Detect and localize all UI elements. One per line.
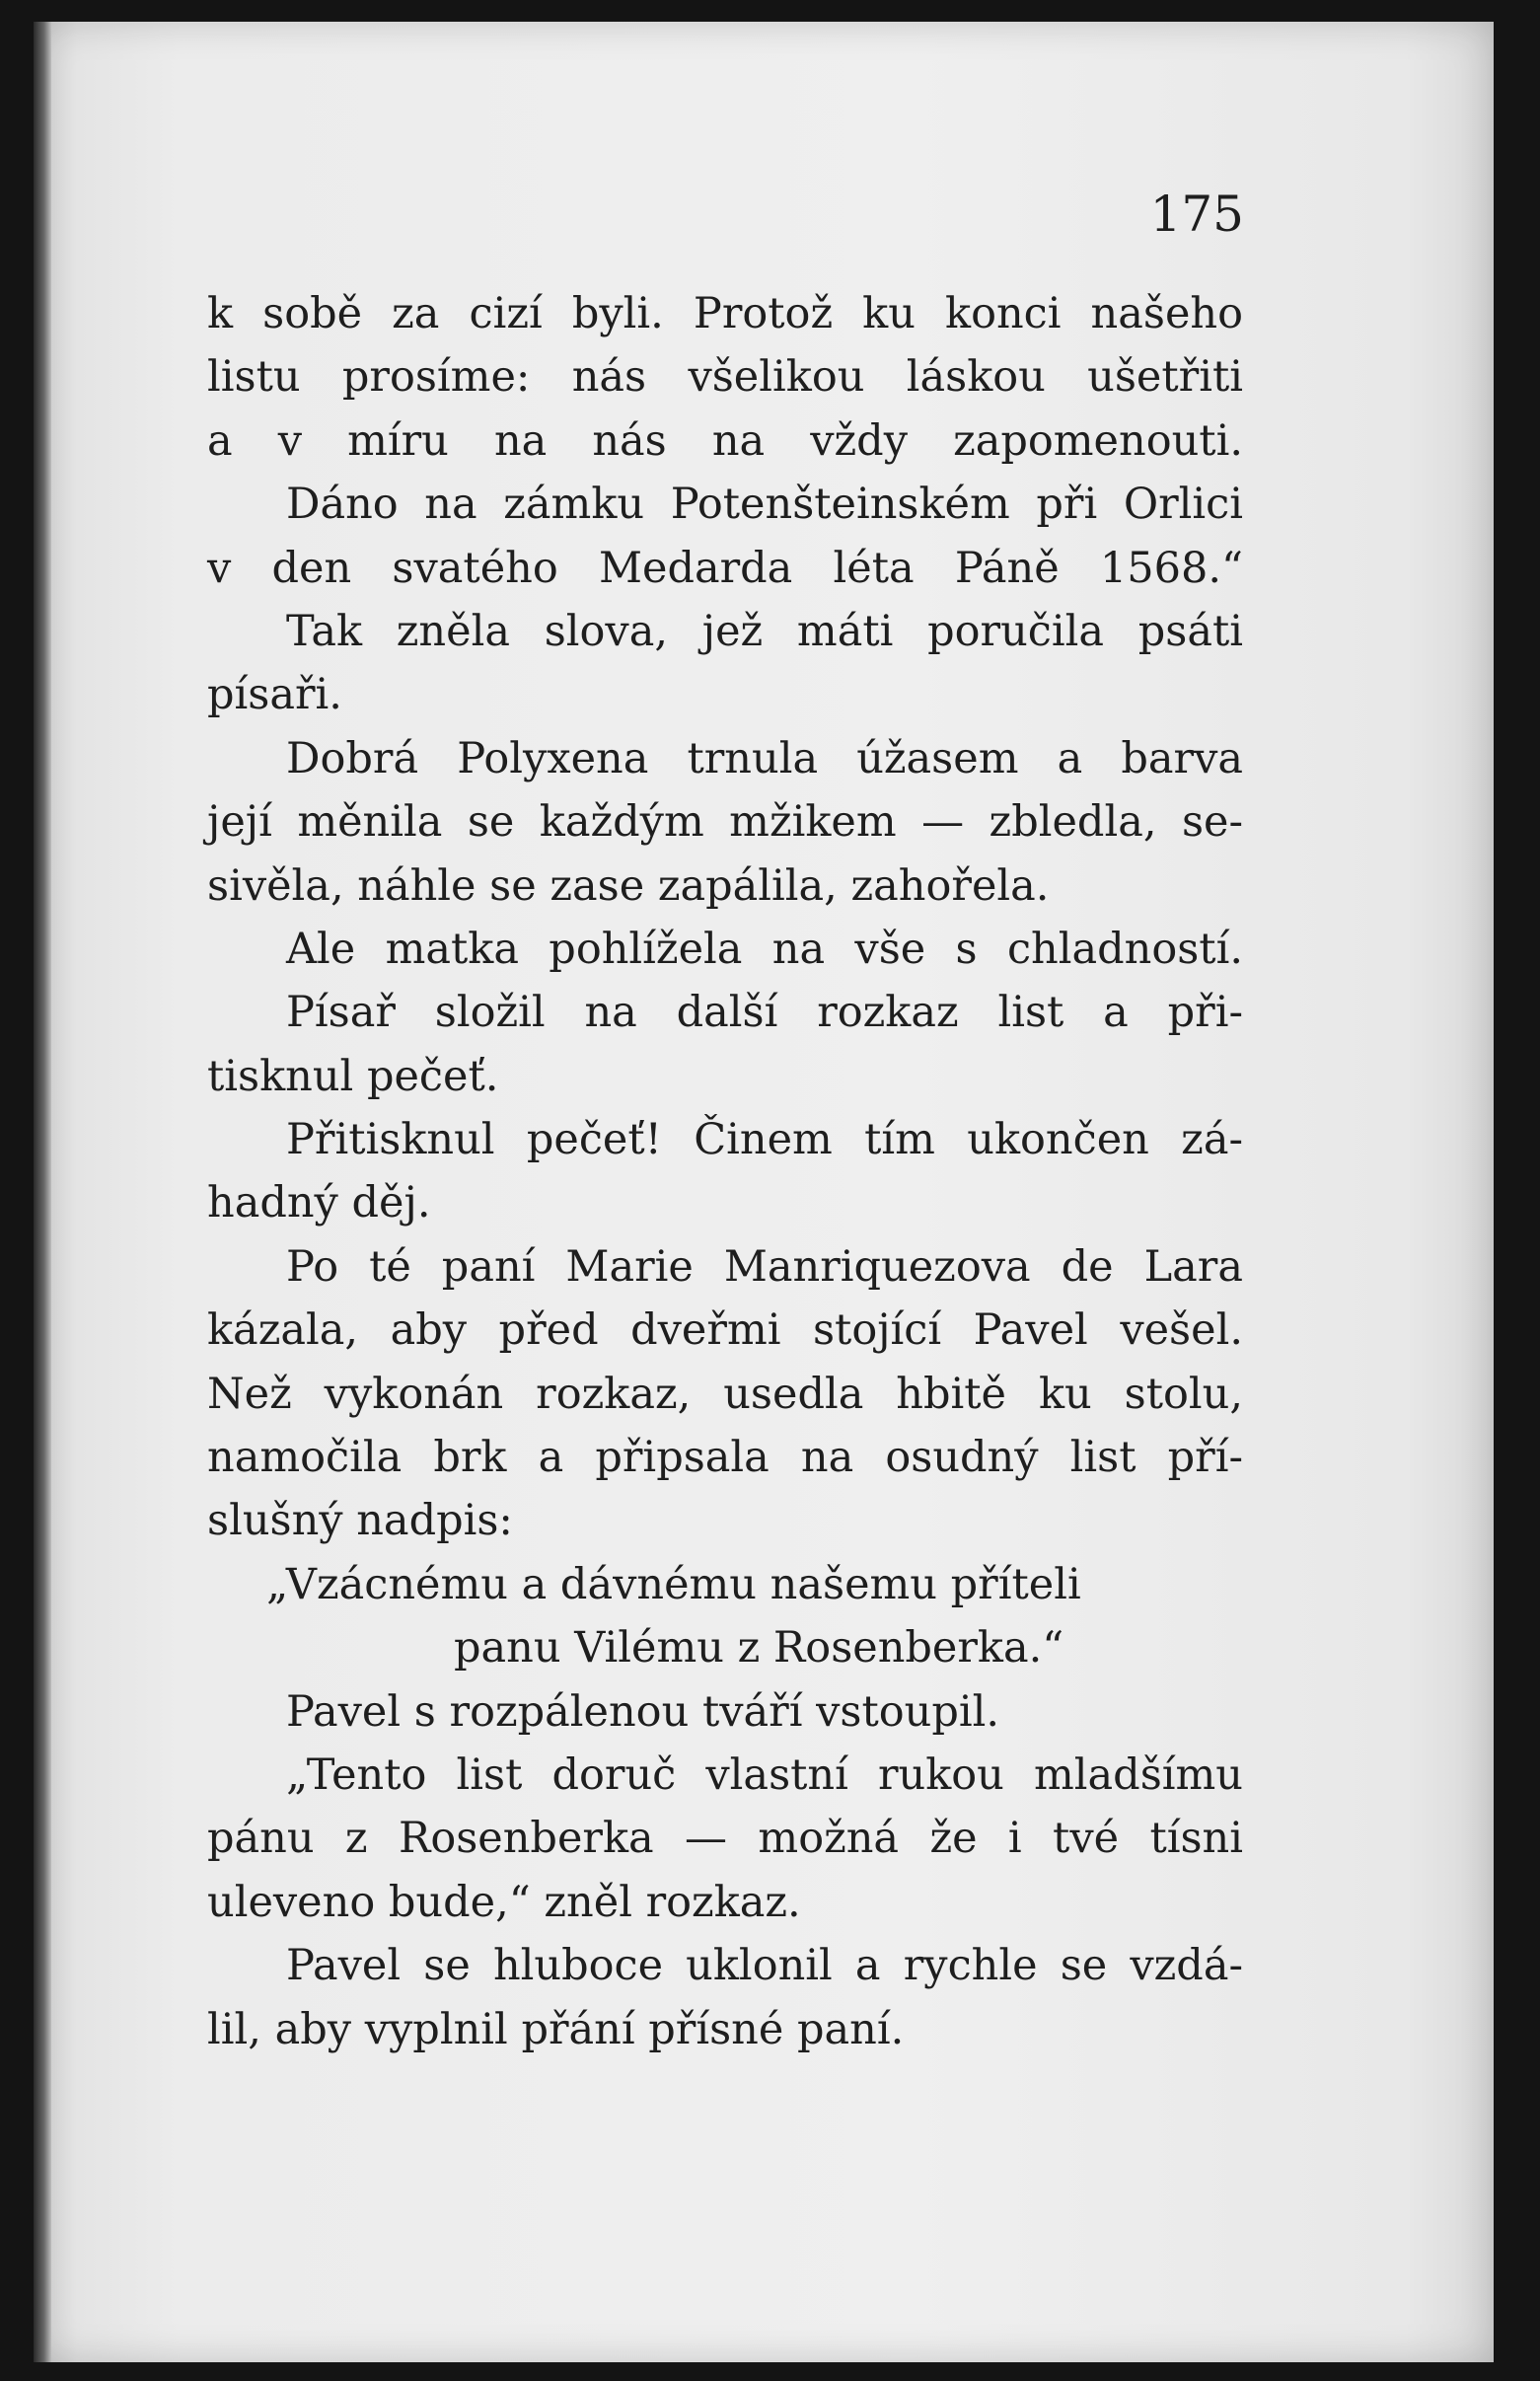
text-line: sivěla, náhle se zase zapálila, zahořela. [207,860,1050,911]
body-text [207,282,1243,2061]
text-line: slušný nadpis: [207,1496,513,1546]
text-line: a v míru na nás na vždy zapomenouti. [207,415,1243,466]
text-line: Pavel se hluboce uklonil a rychle se vzdá- [286,1941,1243,1991]
text-line: k sobě za cizí byli. Protož ku konci našeho [207,289,1243,338]
text-line: Dáno na zámku Potenšteinském při Orlici [286,480,1243,530]
text-line: Dobrá Polyxena trnula úžasem a barva [286,733,1243,783]
text-line: panu Vilému z Rosenberka.“ [454,1623,1064,1674]
text-line: „Tento list doruč vlastní rukou mladšímu [286,1749,1243,1800]
text-line: Po té paní Marie Manriquezova de Lara [286,1241,1243,1292]
text-line: hadný děj. [207,1178,431,1228]
book-spine-edge [34,22,51,2362]
text-line: „Vzácnému a dávnému našemu příteli [266,1559,1081,1609]
text-line: v den svatého Medarda léta Páně 1568.“ [207,543,1243,593]
text-line: Než vykonán rozkaz, usedla hbitě ku stolu, [207,1369,1243,1419]
text-line: listu prosíme: nás všelikou láskou ušetřiti [207,352,1243,403]
text-line: Ale matka pohlížela na vše s chladností. [286,924,1243,974]
text-line: Přitisknul pečeť! Činem tím ukončen zá- [286,1115,1243,1165]
text-line: pánu z Rosenberka — možná že i tvé tísni [207,1814,1243,1864]
text-line: Tak zněla slova, jež máti poručila psáti [286,606,1243,656]
text-line: lil, aby vyplnil přání přísné paní. [207,2004,905,2054]
text-line: uleveno bude,“ zněl rozkaz. [207,1877,801,1927]
text-line: Písař složil na další rozkaz list a při- [286,988,1243,1038]
text-line: kázala, aby před dveřmi stojící Pavel vešel. [207,1305,1243,1356]
text-line: Pavel s rozpálenou tváří vstoupil. [286,1686,1000,1737]
page-number: 175 [1149,186,1244,243]
text-line: písaři. [207,670,342,720]
text-line: tisknul pečeť. [207,1051,499,1101]
text-line: namočila brk a připsala na osudný list pří- [207,1433,1243,1483]
text-line: její měnila se každým mžikem — zbledla, se- [207,797,1243,848]
